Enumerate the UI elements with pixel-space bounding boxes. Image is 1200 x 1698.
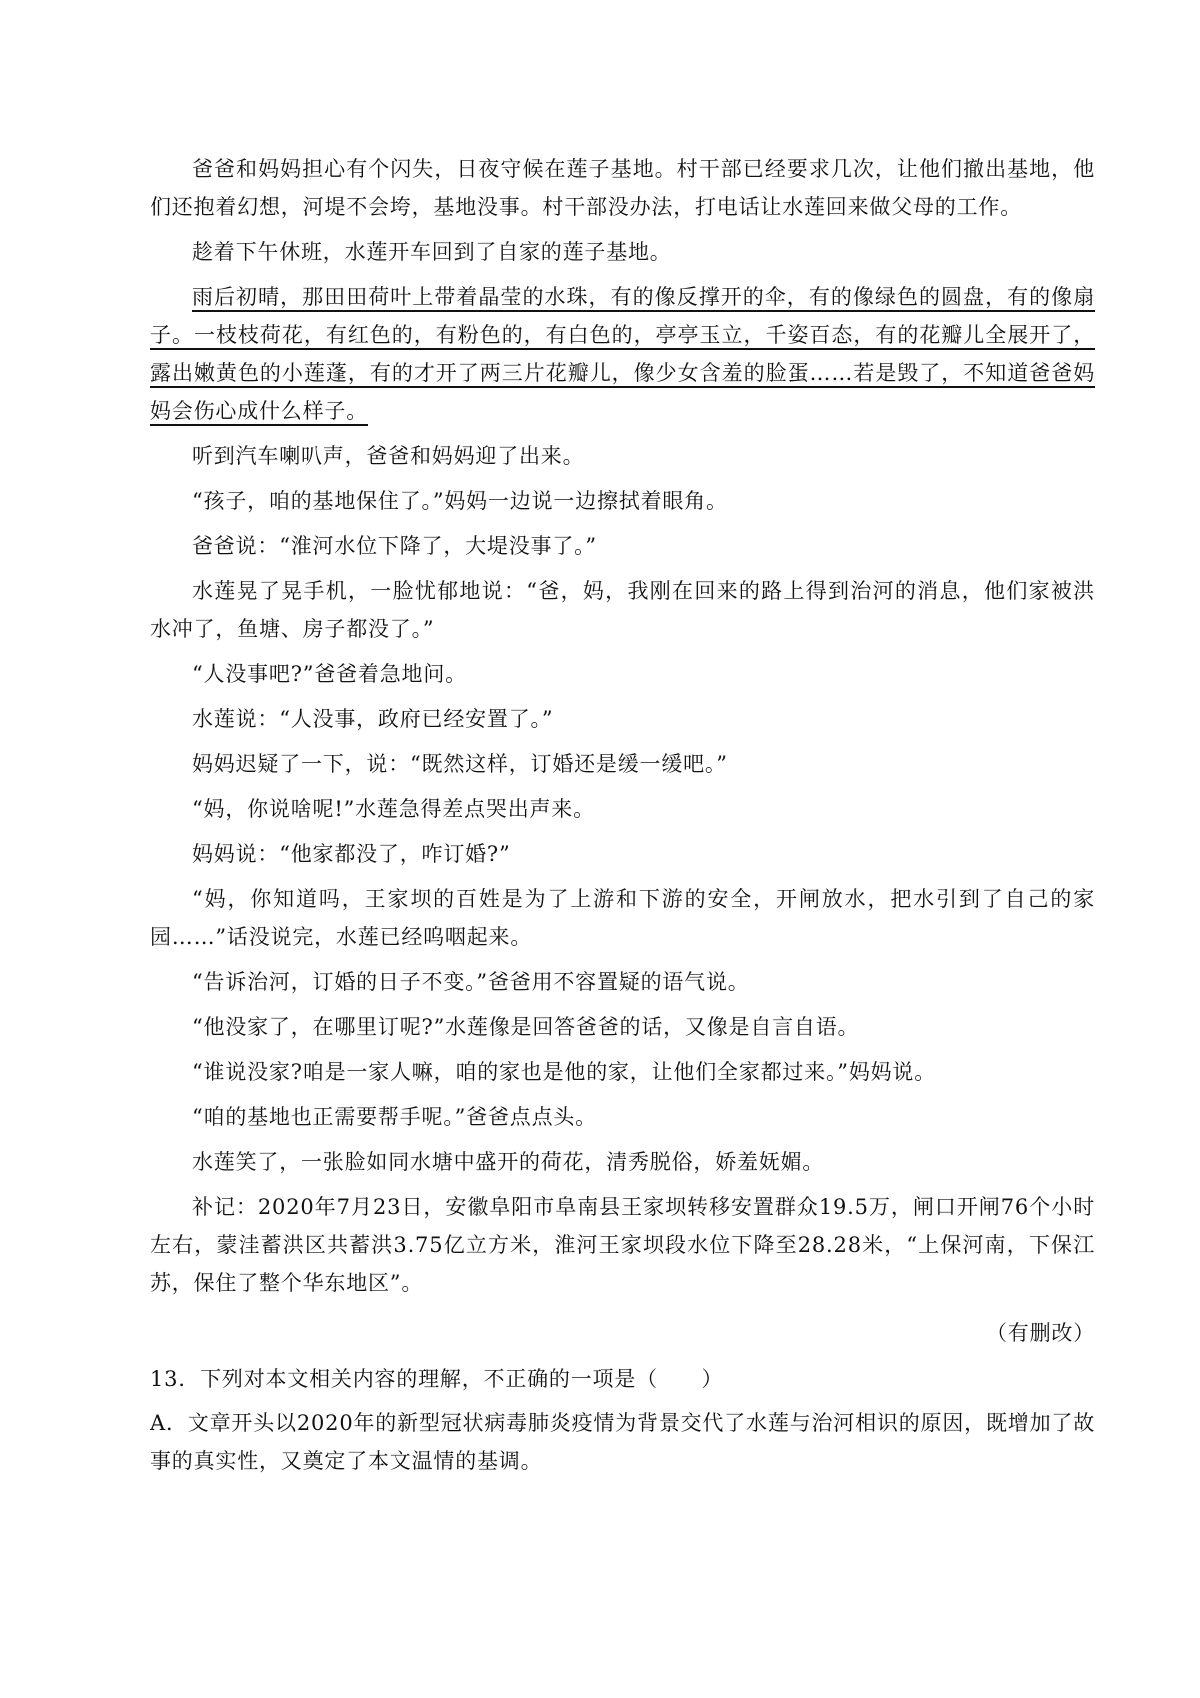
paragraph: “孩子，咱的基地保住了。”妈妈一边说一边擦拭着眼角。 — [192, 489, 728, 513]
document-page — [150, 150, 1095, 1486]
paragraph: “人没事吧?”爸爸着急地问。 — [192, 662, 467, 686]
postscript-paragraph: 补记：2020年7月23日，安徽阜阳市阜南县王家坝转移安置群众19.5万，闸口开闸76个小时左右，蒙洼蓄洪区共蓄洪3.75亿立方米，淮河王家坝段水位下降至28.28米，“上保河南，下保江苏，保住了整个华东地区”。 — [150, 1195, 1095, 1295]
question-option-a: A．文章开头以2020年的新型冠状病毒肺炎疫情为背景交代了水莲与治河相识的原因，既增加了故事的真实性，又奠定了本文温情的基调。 — [150, 1411, 1095, 1473]
paragraph: 水莲笑了，一张脸如同水塘中盛开的荷花，清秀脱俗，娇羞妩媚。 — [192, 1150, 825, 1174]
paragraph: 爸爸说：“淮河水位下降了，大堤没事了。” — [192, 534, 597, 558]
paragraph: “谁说没家?咱是一家人嘛，咱的家也是他的家，让他们全家都过来。”妈妈说。 — [192, 1060, 937, 1084]
paragraph: “妈，你说啥呢!”水莲急得差点哭出声来。 — [192, 797, 595, 821]
paragraph: 妈妈迟疑了一下，说：“既然这样，订婚还是缓一缓吧。” — [192, 752, 728, 776]
paragraph: 水莲说：“人没事，政府已经安置了。” — [192, 707, 554, 731]
underlined-text: 雨后初晴，那田田荷叶上带着晶莹的水珠，有的像反撑开的伞，有的像绿色的圆盘，有的像扇子。一枝枝荷花，有红色的，有粉色的，有白色的，亭亭玉立，千姿百态，有的花瓣儿全展开了，露出嫩黄色的小莲蓬，有的才开了两三片花瓣儿，像少女含羞的脸蛋……若是毁了，不知道爸爸妈妈会伤心成什么样子。 — [150, 285, 1095, 423]
question-stem: 13．下列对本文相关内容的理解，不正确的一项是（ ） — [150, 1367, 724, 1391]
paragraph: “咱的基地也正需要帮手呢。”爸爸点点头。 — [192, 1105, 597, 1129]
paragraph: 听到汽车喇叭声，爸爸和妈妈迎了出来。 — [192, 444, 585, 468]
underlined-paragraph — [150, 278, 1095, 430]
paragraph: 水莲晃了晃手机，一脸忧郁地说：“爸，妈，我刚在回来的路上得到治河的消息，他们家被洪水冲了，鱼塘、房子都没了。” — [150, 579, 1095, 641]
paragraph: 趁着下午休班，水莲开车回到了自家的莲子基地。 — [192, 240, 672, 264]
paragraph: 爸爸和妈妈担心有个闪失，日夜守候在莲子基地。村干部已经要求几次，让他们撤出基地，他们还抱着幻想，河堤不会垮，基地没事。村干部没办法，打电话让水莲回来做父母的工作。 — [150, 157, 1095, 219]
paragraph: “他没家了，在哪里订呢?”水莲像是回答爸爸的话，又像是自言自语。 — [192, 1015, 860, 1039]
paragraph: “妈，你知道吗，王家坝的百姓是为了上游和下游的安全，开闸放水，把水引到了自己的家园……”话没说完，水莲已经呜咽起来。 — [150, 887, 1095, 949]
paragraph: “告诉治河，订婚的日子不变。”爸爸用不容置疑的语气说。 — [192, 970, 750, 994]
paragraph: 妈妈说：“他家都没了，咋订婚?” — [192, 842, 511, 866]
source-note: （有删改） — [986, 1321, 1095, 1345]
